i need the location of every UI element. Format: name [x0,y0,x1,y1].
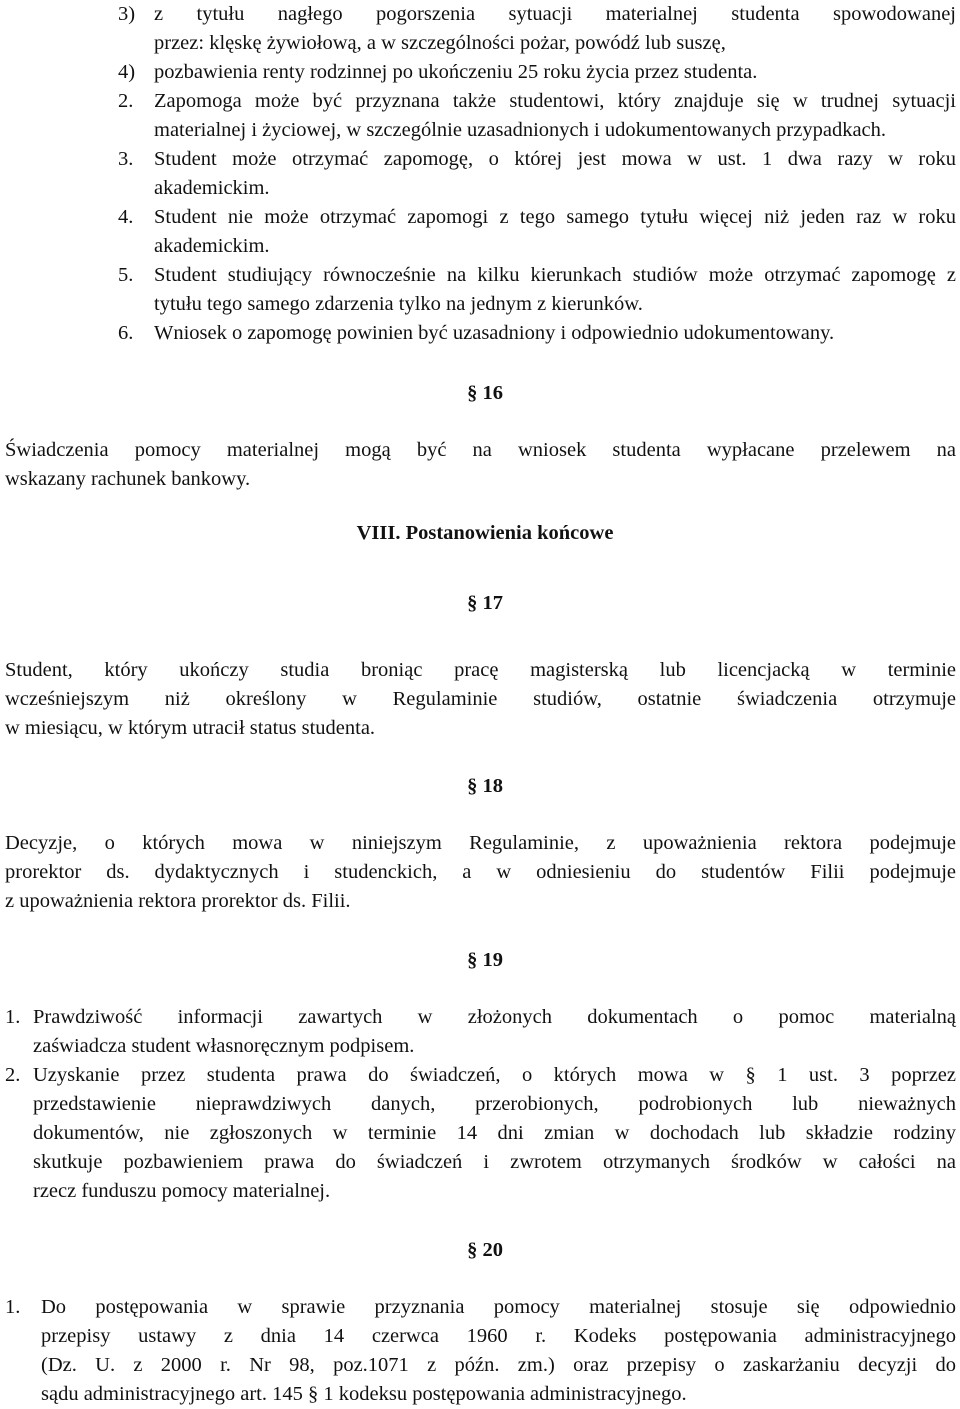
point-number: 5. [118,264,134,286]
section-heading-19: § 19 [467,949,503,971]
point-text: Wniosek o zapomogę powinien być uzasadniony i odpowiednio udokumentowany. [154,322,835,344]
section-heading-16: § 16 [467,382,503,404]
sub-item-text: pozbawienia renty rodzinnej po ukończeniu 25 roku życia przez studenta. [154,61,758,83]
point-text: Prawdziwość informacji zawartych w złożonych dokumentach o pomoc materialną zaświadcza student własnoręcznym podpisem. [33,1006,956,1057]
section-heading-18: § 18 [467,775,503,797]
sub-item-number: 4) [118,61,136,83]
point-number: 1. [5,1006,21,1028]
point-number: 1. [5,1296,21,1318]
chapter-heading: VIII. Postanowienia końcowe [356,522,614,544]
section-17-text: Student, który ukończy studia broniąc pracę magisterską lub licencjacką w terminie wcześniejszym niż określony w Regulaminie studiów, ostatnie świadczenia otrzymuje w miesiącu, w którym utracił status studenta. [5,659,956,739]
section-16-text: Świadczenia pomocy materialnej mogą być na wniosek studenta wypłacane przelewem na wskazany rachunek bankowy. [5,439,956,490]
point-number: 6. [118,322,134,344]
sub-item-text: z tytułu nagłego pogorszenia sytuacji materialnej studenta spowodowanej przez: klęskę żywiołową, a w szczególności pożar, powódź lub suszę, [154,3,956,54]
section-18-text: Decyzje, o których mowa w niniejszym Regulaminie, z upoważnienia rektora podejmuje prorektor ds. dydaktycznych i studenckich, a w odniesieniu do studentów Filii podejmuje z upoważnienia rektora prorektor ds. Filii. [5,832,956,912]
point-number: 2. [5,1064,21,1086]
point-text: Student studiujący równocześnie na kilku kierunkach studiów może otrzymać zapomogę z tytułu tego samego zdarzenia tylko na jednym z kierunków. [154,264,956,315]
point-number: 2. [118,90,134,112]
section-heading-17: § 17 [467,592,503,614]
section-heading-20: § 20 [467,1239,503,1261]
point-text: Uzyskanie przez studenta prawa do świadczeń, o których mowa w § 1 ust. 3 poprzez przedstawienie nieprawdziwych danych, przerobionych, podrobionych lub nieważnych dokumentów, nie zgłoszonych w terminie 14 dni zmian w dochodach lub składzie rodziny skutkuje pozbawieniem prawa do świadczeń i zwrotem otrzymanych środków w całości na rzecz funduszu pomocy materialnej. [33,1064,956,1202]
point-text: Student może otrzymać zapomogę, o której jest mowa w ust. 1 dwa razy w roku akademickim. [154,148,956,199]
point-text: Student nie może otrzymać zapomogi z tego samego tytułu więcej niż jeden raz w roku akademickim. [154,206,956,257]
point-text: Zapomoga może być przyznana także studentowi, który znajduje się w trudnej sytuacji materialnej i życiowej, w szczególnie uzasadnionych i udokumentowanych przypadkach. [154,90,956,141]
sub-item-number: 3) [118,3,136,25]
point-number: 3. [118,148,134,170]
point-number: 4. [118,206,134,228]
point-text: Do postępowania w sprawie przyznania pomocy materialnej stosuje się odpowiednio przepisy ustawy z dnia 14 czerwca 1960 r. Kodeks postępowania administracyjnego (Dz. U. z 2000 r. Nr 98, poz.1071 z późn. zm.) oraz przepisy o zaskarżaniu decyzji do sądu administracyjnego art. 145 § 1 kodeksu postępowania administracyjnego. [41,1296,956,1405]
